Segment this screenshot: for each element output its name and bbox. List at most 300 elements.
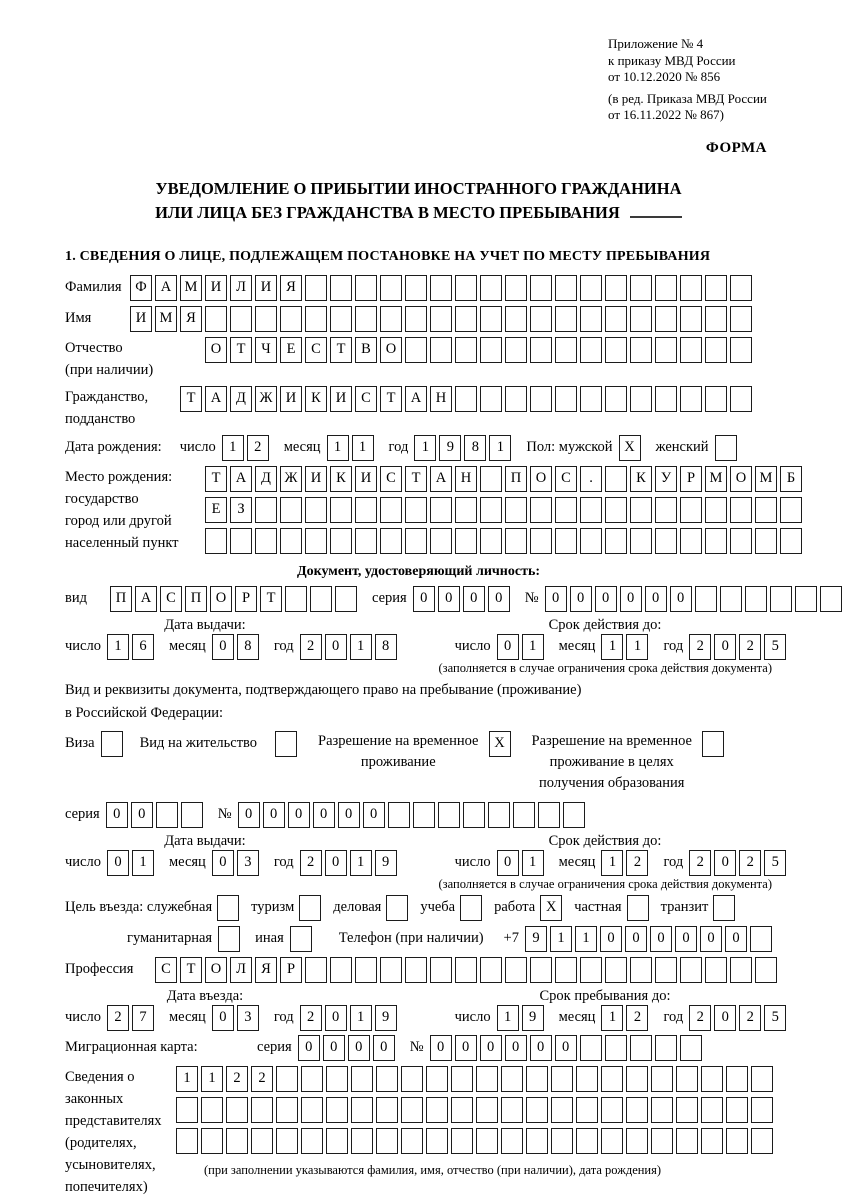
char-cell[interactable] (551, 1066, 573, 1092)
char-cell[interactable]: 0 (313, 802, 335, 828)
char-cell[interactable]: М (155, 306, 177, 332)
char-cell[interactable] (480, 466, 502, 492)
char-cell[interactable] (705, 337, 727, 363)
char-cell[interactable] (226, 1128, 248, 1154)
char-cell[interactable] (820, 586, 842, 612)
char-cell[interactable] (330, 528, 352, 554)
char-cell[interactable]: 9 (522, 1005, 544, 1031)
char-cell[interactable]: И (305, 466, 327, 492)
char-cell[interactable] (605, 1035, 627, 1061)
char-cell[interactable] (463, 802, 485, 828)
char-cell[interactable]: 2 (247, 435, 269, 461)
char-cell[interactable] (705, 957, 727, 983)
char-cell[interactable] (695, 586, 717, 612)
char-cell[interactable] (326, 1097, 348, 1123)
char-cell[interactable] (701, 1066, 723, 1092)
char-cell[interactable] (380, 275, 402, 301)
id-issue-month-cells[interactable] (212, 634, 262, 660)
char-cell[interactable] (226, 1097, 248, 1123)
char-cell[interactable] (488, 802, 510, 828)
char-cell[interactable] (330, 306, 352, 332)
char-cell[interactable] (730, 497, 752, 523)
char-cell[interactable] (205, 528, 227, 554)
char-cell[interactable]: X (489, 731, 511, 757)
char-cell[interactable]: 2 (626, 1005, 648, 1031)
char-cell[interactable] (605, 528, 627, 554)
char-cell[interactable] (530, 386, 552, 412)
char-cell[interactable]: 1 (522, 850, 544, 876)
char-cell[interactable]: Т (260, 586, 282, 612)
char-cell[interactable]: Ч (255, 337, 277, 363)
char-cell[interactable] (501, 1097, 523, 1123)
profession-cells[interactable] (155, 957, 780, 983)
char-cell[interactable] (580, 306, 602, 332)
char-cell[interactable] (605, 337, 627, 363)
char-cell[interactable] (255, 497, 277, 523)
char-cell[interactable]: С (555, 466, 577, 492)
char-cell[interactable] (626, 1097, 648, 1123)
char-cell[interactable] (401, 1066, 423, 1092)
char-cell[interactable]: 5 (764, 1005, 786, 1031)
char-cell[interactable] (630, 497, 652, 523)
char-cell[interactable] (538, 802, 560, 828)
char-cell[interactable]: 2 (626, 850, 648, 876)
char-cell[interactable]: 0 (570, 586, 592, 612)
char-cell[interactable] (480, 337, 502, 363)
char-cell[interactable]: 0 (106, 802, 128, 828)
legal-reps-row3-cells[interactable] (176, 1128, 776, 1154)
char-cell[interactable]: 8 (375, 634, 397, 660)
char-cell[interactable]: 9 (525, 926, 547, 952)
char-cell[interactable]: X (619, 435, 641, 461)
char-cell[interactable] (555, 528, 577, 554)
char-cell[interactable] (630, 957, 652, 983)
char-cell[interactable]: 7 (132, 1005, 154, 1031)
char-cell[interactable] (605, 466, 627, 492)
char-cell[interactable] (251, 1097, 273, 1123)
char-cell[interactable] (530, 337, 552, 363)
char-cell[interactable]: 8 (237, 634, 259, 660)
char-cell[interactable] (405, 957, 427, 983)
char-cell[interactable] (305, 497, 327, 523)
surname-cells[interactable] (130, 275, 755, 301)
char-cell[interactable] (301, 1066, 323, 1092)
char-cell[interactable] (430, 957, 452, 983)
char-cell[interactable] (355, 306, 377, 332)
char-cell[interactable] (505, 337, 527, 363)
entry-year-cells[interactable] (300, 1005, 400, 1031)
char-cell[interactable] (505, 957, 527, 983)
char-cell[interactable] (605, 275, 627, 301)
char-cell[interactable]: 0 (463, 586, 485, 612)
char-cell[interactable]: 6 (132, 634, 154, 660)
char-cell[interactable]: 0 (212, 634, 234, 660)
char-cell[interactable]: 8 (464, 435, 486, 461)
char-cell[interactable] (526, 1128, 548, 1154)
residence-issue-month-cells[interactable] (212, 850, 262, 876)
char-cell[interactable] (401, 1097, 423, 1123)
id-doc-number-cells[interactable] (545, 586, 845, 612)
char-cell[interactable]: 0 (650, 926, 672, 952)
char-cell[interactable] (305, 528, 327, 554)
residence-seriya-cells[interactable] (106, 802, 206, 828)
char-cell[interactable]: И (355, 466, 377, 492)
char-cell[interactable] (438, 802, 460, 828)
citizenship-cells[interactable] (180, 386, 755, 412)
char-cell[interactable] (795, 586, 817, 612)
char-cell[interactable] (330, 497, 352, 523)
char-cell[interactable] (201, 1097, 223, 1123)
char-cell[interactable]: 0 (505, 1035, 527, 1061)
char-cell[interactable] (655, 275, 677, 301)
char-cell[interactable] (405, 337, 427, 363)
char-cell[interactable] (386, 895, 408, 921)
char-cell[interactable] (755, 497, 777, 523)
char-cell[interactable]: З (230, 497, 252, 523)
char-cell[interactable]: К (330, 466, 352, 492)
char-cell[interactable] (627, 895, 649, 921)
char-cell[interactable]: С (355, 386, 377, 412)
char-cell[interactable] (513, 802, 535, 828)
char-cell[interactable] (630, 386, 652, 412)
char-cell[interactable]: 0 (323, 1035, 345, 1061)
char-cell[interactable]: О (210, 586, 232, 612)
char-cell[interactable] (355, 957, 377, 983)
id-doc-seriya-cells[interactable] (413, 586, 513, 612)
phone-cells[interactable] (525, 926, 775, 952)
char-cell[interactable]: О (205, 337, 227, 363)
char-cell[interactable] (755, 957, 777, 983)
char-cell[interactable]: О (730, 466, 752, 492)
char-cell[interactable]: Л (230, 957, 252, 983)
char-cell[interactable] (310, 586, 332, 612)
char-cell[interactable] (605, 386, 627, 412)
char-cell[interactable]: 9 (439, 435, 461, 461)
char-cell[interactable]: 1 (414, 435, 436, 461)
char-cell[interactable]: 0 (325, 850, 347, 876)
char-cell[interactable] (351, 1097, 373, 1123)
char-cell[interactable]: 3 (237, 850, 259, 876)
char-cell[interactable] (655, 497, 677, 523)
char-cell[interactable]: Н (455, 466, 477, 492)
char-cell[interactable] (505, 528, 527, 554)
char-cell[interactable] (480, 306, 502, 332)
char-cell[interactable] (301, 1097, 323, 1123)
char-cell[interactable]: Д (255, 466, 277, 492)
char-cell[interactable] (455, 497, 477, 523)
char-cell[interactable]: 2 (226, 1066, 248, 1092)
char-cell[interactable]: 1 (350, 634, 372, 660)
char-cell[interactable]: Ж (280, 466, 302, 492)
char-cell[interactable] (601, 1066, 623, 1092)
char-cell[interactable] (480, 497, 502, 523)
char-cell[interactable] (305, 306, 327, 332)
char-cell[interactable] (630, 1035, 652, 1061)
purpose-work-checkbox[interactable] (540, 895, 565, 921)
char-cell[interactable]: 2 (107, 1005, 129, 1031)
char-cell[interactable] (476, 1066, 498, 1092)
char-cell[interactable]: 0 (600, 926, 622, 952)
char-cell[interactable]: О (205, 957, 227, 983)
purpose-humanitarian-checkbox[interactable] (218, 926, 243, 952)
char-cell[interactable] (715, 435, 737, 461)
char-cell[interactable]: 1 (350, 850, 372, 876)
char-cell[interactable] (680, 306, 702, 332)
char-cell[interactable]: Е (205, 497, 227, 523)
char-cell[interactable] (388, 802, 410, 828)
char-cell[interactable] (181, 802, 203, 828)
char-cell[interactable] (530, 306, 552, 332)
char-cell[interactable] (680, 528, 702, 554)
char-cell[interactable] (780, 528, 802, 554)
birthplace-row1-cells[interactable] (205, 466, 805, 492)
char-cell[interactable] (330, 275, 352, 301)
residence-permit-checkbox[interactable] (275, 731, 300, 757)
entry-day-cells[interactable] (107, 1005, 157, 1031)
char-cell[interactable]: 2 (739, 634, 761, 660)
char-cell[interactable] (755, 528, 777, 554)
char-cell[interactable]: А (430, 466, 452, 492)
char-cell[interactable] (285, 586, 307, 612)
char-cell[interactable]: М (705, 466, 727, 492)
char-cell[interactable] (730, 337, 752, 363)
char-cell[interactable] (726, 1097, 748, 1123)
char-cell[interactable] (751, 1128, 773, 1154)
char-cell[interactable] (605, 306, 627, 332)
char-cell[interactable] (705, 275, 727, 301)
id-doc-kind-cells[interactable] (110, 586, 360, 612)
char-cell[interactable] (217, 895, 239, 921)
char-cell[interactable]: 0 (670, 586, 692, 612)
char-cell[interactable]: И (130, 306, 152, 332)
char-cell[interactable]: 1 (489, 435, 511, 461)
residence-number-cells[interactable] (238, 802, 588, 828)
visa-checkbox[interactable] (101, 731, 126, 757)
char-cell[interactable]: Е (280, 337, 302, 363)
char-cell[interactable]: 1 (201, 1066, 223, 1092)
char-cell[interactable] (351, 1066, 373, 1092)
char-cell[interactable] (290, 926, 312, 952)
rvp-education-checkbox[interactable] (702, 731, 727, 757)
char-cell[interactable]: Т (180, 386, 202, 412)
char-cell[interactable] (676, 1128, 698, 1154)
char-cell[interactable]: 0 (325, 634, 347, 660)
char-cell[interactable] (580, 957, 602, 983)
char-cell[interactable]: 0 (455, 1035, 477, 1061)
char-cell[interactable] (705, 497, 727, 523)
char-cell[interactable] (480, 957, 502, 983)
char-cell[interactable] (380, 497, 402, 523)
char-cell[interactable] (326, 1128, 348, 1154)
char-cell[interactable]: И (280, 386, 302, 412)
char-cell[interactable] (702, 731, 724, 757)
char-cell[interactable]: 2 (689, 634, 711, 660)
char-cell[interactable] (770, 586, 792, 612)
char-cell[interactable]: 0 (212, 850, 234, 876)
char-cell[interactable] (676, 1066, 698, 1092)
char-cell[interactable]: И (330, 386, 352, 412)
purpose-private-checkbox[interactable] (627, 895, 652, 921)
char-cell[interactable] (355, 528, 377, 554)
char-cell[interactable]: И (255, 275, 277, 301)
char-cell[interactable] (705, 306, 727, 332)
char-cell[interactable]: 2 (300, 850, 322, 876)
stay-month-cells[interactable] (601, 1005, 651, 1031)
char-cell[interactable] (276, 1066, 298, 1092)
char-cell[interactable] (335, 586, 357, 612)
legal-reps-row2-cells[interactable] (176, 1097, 776, 1123)
char-cell[interactable]: 5 (764, 850, 786, 876)
purpose-other-checkbox[interactable] (290, 926, 315, 952)
char-cell[interactable]: 0 (373, 1035, 395, 1061)
char-cell[interactable]: К (305, 386, 327, 412)
char-cell[interactable] (355, 275, 377, 301)
residence-issue-day-cells[interactable] (107, 850, 157, 876)
char-cell[interactable] (680, 275, 702, 301)
residence-valid-year-cells[interactable] (689, 850, 789, 876)
char-cell[interactable]: 0 (725, 926, 747, 952)
char-cell[interactable] (655, 386, 677, 412)
char-cell[interactable] (426, 1097, 448, 1123)
char-cell[interactable] (405, 497, 427, 523)
char-cell[interactable]: И (205, 275, 227, 301)
char-cell[interactable]: 0 (545, 586, 567, 612)
char-cell[interactable] (380, 528, 402, 554)
char-cell[interactable]: 0 (530, 1035, 552, 1061)
residence-valid-month-cells[interactable] (601, 850, 651, 876)
char-cell[interactable]: П (110, 586, 132, 612)
char-cell[interactable] (301, 1128, 323, 1154)
char-cell[interactable] (526, 1097, 548, 1123)
char-cell[interactable]: О (380, 337, 402, 363)
char-cell[interactable]: 0 (488, 586, 510, 612)
char-cell[interactable]: 0 (238, 802, 260, 828)
char-cell[interactable]: 0 (263, 802, 285, 828)
char-cell[interactable] (530, 528, 552, 554)
char-cell[interactable] (580, 386, 602, 412)
char-cell[interactable]: 0 (620, 586, 642, 612)
char-cell[interactable] (626, 1128, 648, 1154)
char-cell[interactable]: Р (235, 586, 257, 612)
char-cell[interactable] (405, 275, 427, 301)
char-cell[interactable] (655, 1035, 677, 1061)
char-cell[interactable]: 9 (375, 1005, 397, 1031)
char-cell[interactable] (455, 337, 477, 363)
char-cell[interactable]: 0 (430, 1035, 452, 1061)
char-cell[interactable]: Т (330, 337, 352, 363)
char-cell[interactable]: 0 (131, 802, 153, 828)
name-cells[interactable] (130, 306, 755, 332)
char-cell[interactable]: 3 (237, 1005, 259, 1031)
char-cell[interactable]: 1 (327, 435, 349, 461)
char-cell[interactable]: 2 (739, 1005, 761, 1031)
char-cell[interactable] (280, 497, 302, 523)
char-cell[interactable] (580, 1035, 602, 1061)
char-cell[interactable] (651, 1066, 673, 1092)
purpose-transit-checkbox[interactable] (713, 895, 738, 921)
stay-year-cells[interactable] (689, 1005, 789, 1031)
stay-day-cells[interactable] (497, 1005, 547, 1031)
char-cell[interactable]: 1 (601, 634, 623, 660)
char-cell[interactable] (455, 386, 477, 412)
char-cell[interactable]: У (655, 466, 677, 492)
char-cell[interactable] (251, 1128, 273, 1154)
char-cell[interactable] (501, 1066, 523, 1092)
char-cell[interactable] (255, 306, 277, 332)
purpose-business-checkbox[interactable] (386, 895, 411, 921)
char-cell[interactable]: К (630, 466, 652, 492)
char-cell[interactable]: 5 (764, 634, 786, 660)
char-cell[interactable]: 1 (350, 1005, 372, 1031)
birth-day-cells[interactable] (222, 435, 272, 461)
char-cell[interactable] (530, 275, 552, 301)
char-cell[interactable] (730, 386, 752, 412)
char-cell[interactable] (430, 306, 452, 332)
char-cell[interactable] (501, 1128, 523, 1154)
char-cell[interactable]: 1 (550, 926, 572, 952)
char-cell[interactable] (376, 1066, 398, 1092)
char-cell[interactable] (680, 337, 702, 363)
char-cell[interactable] (555, 497, 577, 523)
char-cell[interactable] (480, 386, 502, 412)
char-cell[interactable]: Т (230, 337, 252, 363)
char-cell[interactable]: М (755, 466, 777, 492)
char-cell[interactable]: 0 (714, 634, 736, 660)
char-cell[interactable] (351, 1128, 373, 1154)
patronymic-cells[interactable] (205, 337, 755, 363)
char-cell[interactable] (705, 528, 727, 554)
entry-month-cells[interactable] (212, 1005, 262, 1031)
char-cell[interactable] (651, 1128, 673, 1154)
char-cell[interactable]: 0 (714, 1005, 736, 1031)
char-cell[interactable]: 0 (413, 586, 435, 612)
char-cell[interactable]: 2 (689, 850, 711, 876)
char-cell[interactable] (230, 528, 252, 554)
char-cell[interactable] (630, 306, 652, 332)
char-cell[interactable] (430, 528, 452, 554)
char-cell[interactable] (326, 1066, 348, 1092)
char-cell[interactable] (555, 306, 577, 332)
char-cell[interactable] (530, 497, 552, 523)
char-cell[interactable] (563, 802, 585, 828)
char-cell[interactable] (530, 957, 552, 983)
char-cell[interactable]: В (355, 337, 377, 363)
char-cell[interactable] (505, 497, 527, 523)
char-cell[interactable]: 2 (300, 1005, 322, 1031)
char-cell[interactable] (730, 306, 752, 332)
char-cell[interactable] (255, 528, 277, 554)
char-cell[interactable]: 0 (107, 850, 129, 876)
id-issue-day-cells[interactable] (107, 634, 157, 660)
char-cell[interactable] (275, 731, 297, 757)
char-cell[interactable] (305, 957, 327, 983)
purpose-official-checkbox[interactable] (217, 895, 242, 921)
char-cell[interactable]: 0 (298, 1035, 320, 1061)
char-cell[interactable] (405, 306, 427, 332)
char-cell[interactable] (630, 275, 652, 301)
char-cell[interactable]: 1 (601, 850, 623, 876)
char-cell[interactable] (505, 275, 527, 301)
char-cell[interactable] (451, 1066, 473, 1092)
char-cell[interactable]: 1 (176, 1066, 198, 1092)
char-cell[interactable] (555, 337, 577, 363)
char-cell[interactable]: А (135, 586, 157, 612)
char-cell[interactable] (555, 275, 577, 301)
char-cell[interactable] (626, 1066, 648, 1092)
char-cell[interactable]: 2 (300, 634, 322, 660)
char-cell[interactable] (430, 497, 452, 523)
char-cell[interactable]: П (505, 466, 527, 492)
